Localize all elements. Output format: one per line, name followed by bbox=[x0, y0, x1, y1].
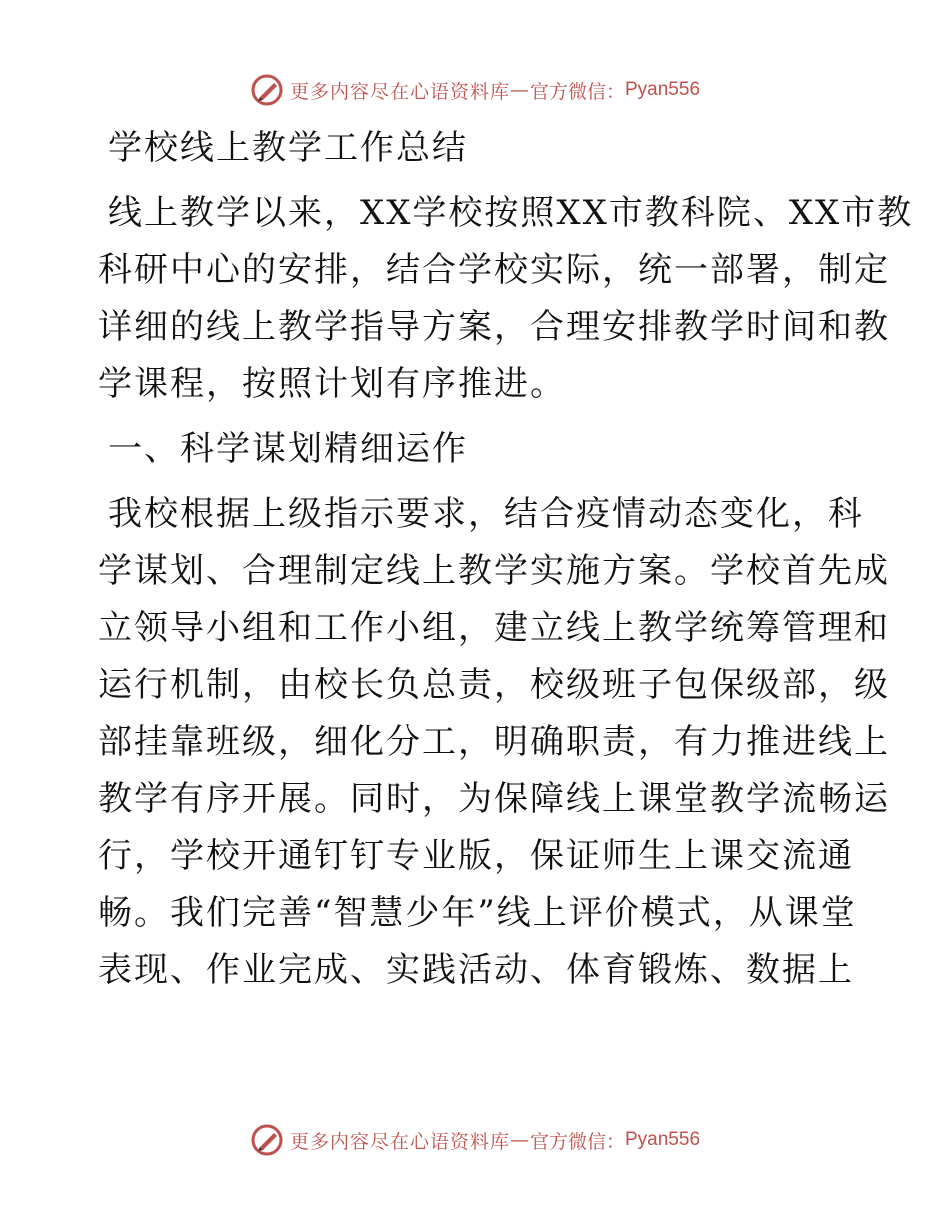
pen-logo-icon bbox=[250, 73, 284, 107]
watermark-wechat-id: Pyan556 bbox=[625, 1129, 701, 1150]
intro-line: 学课程，按照计划有序推进。 bbox=[98, 364, 566, 404]
watermark-wechat-id: Pyan556 bbox=[625, 79, 701, 100]
body-line: 行，学校开通钉钉专业版，保证师生上课交流通 bbox=[98, 836, 854, 876]
watermark-main-text: 更多内容尽在心语资料库 bbox=[289, 1130, 510, 1153]
header-watermark bbox=[0, 70, 950, 110]
watermark-main-text: 更多内容尽在心语资料库 bbox=[289, 80, 510, 103]
watermark-wechat-label: 官方微信： bbox=[529, 1130, 625, 1153]
intro-line: 详细的线上教学指导方案，合理安排教学时间和教 bbox=[98, 307, 890, 347]
watermark-dash: — bbox=[509, 79, 530, 101]
body-line: 畅。我们完善“智慧少年”线上评价模式，从课堂 bbox=[98, 893, 857, 933]
intro-line: 科研中心的安排，结合学校实际，统一部署，制定 bbox=[98, 250, 890, 290]
section-heading: 一、科学谋划精细运作 bbox=[108, 429, 468, 469]
body-line: 教学有序开展。同时，为保障线上课堂教学流畅运 bbox=[98, 779, 890, 819]
body-line: 表现、作业完成、实践活动、体育锻炼、数据上 bbox=[98, 950, 854, 990]
document-title: 学校线上教学工作总结 bbox=[108, 128, 468, 168]
body-line: 学谋划、合理制定线上教学实施方案。学校首先成 bbox=[98, 551, 890, 591]
body-line: 部挂靠班级，细化分工，明确职责，有力推进线上 bbox=[98, 722, 890, 762]
watermark-dash: — bbox=[509, 1129, 530, 1151]
body-line: 运行机制，由校长负总责，校级班子包保级部，级 bbox=[98, 665, 890, 705]
body-line: 我校根据上级指示要求，结合疫情动态变化，科 bbox=[108, 494, 864, 534]
pen-logo-icon bbox=[250, 1123, 284, 1157]
body-line: 立领导小组和工作小组，建立线上教学统筹管理和 bbox=[98, 608, 890, 648]
document-body bbox=[98, 120, 914, 999]
footer-watermark bbox=[0, 1120, 950, 1160]
intro-line: 线上教学以来，XX学校按照XX市教科院、XX市教 bbox=[108, 193, 914, 233]
watermark-wechat-label: 官方微信： bbox=[529, 80, 625, 103]
